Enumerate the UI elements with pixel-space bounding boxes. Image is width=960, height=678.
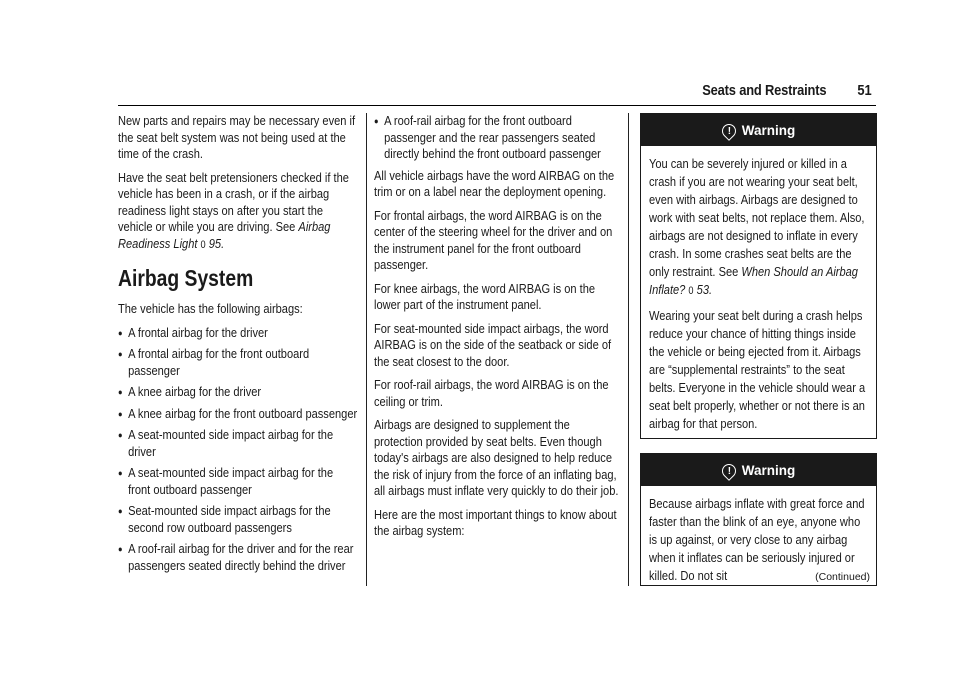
warning-paragraph: Because airbags inflate with great force and faster than the blink of an eye, anyone who is up against, or very close to any airbag when it inflates can be seriously injured or killed. Do not sit	[649, 496, 865, 583]
column-divider	[366, 113, 367, 586]
left-column	[118, 113, 358, 579]
list-item: ● A frontal airbag for the front outboard passenger	[118, 346, 358, 379]
list-item: ● A knee airbag for the front outboard passenger	[118, 406, 358, 423]
middle-column	[374, 113, 619, 547]
section-heading: Airbag System	[118, 265, 254, 291]
warning-box	[640, 453, 877, 586]
paragraph	[118, 170, 358, 254]
warning-body	[641, 146, 876, 448]
cross-reference-page[interactable]: 53.	[696, 282, 713, 297]
list-intro: The vehicle has the following airbags:	[118, 301, 303, 316]
section-title: Seats and Restraints	[701, 82, 826, 99]
header-rule	[118, 105, 876, 106]
paragraph: All vehicle airbags have the word AIRBAG on the trim or on a label near the deployment opening.	[374, 167, 615, 199]
page-header	[118, 82, 876, 106]
warning-paragraph: Wearing your seat belt during a crash helps reduce your chance of hitting things inside the vehicle or being ejected from it. Airbags are “supplemental restraints” to the seat belts. Everyone in the vehicle should wear a seat belt properly, whether or not there is an airbag for that person.	[649, 308, 866, 431]
paragraph: For roof-rail airbags, the word AIRBAG is on the ceiling or trim.	[374, 377, 609, 409]
see-prefix: See	[275, 219, 296, 234]
warning-header	[641, 454, 876, 486]
column-divider	[628, 113, 629, 586]
list-item: ● A knee airbag for the driver	[118, 384, 358, 401]
list-item: ● A seat-mounted side impact airbag for the front outboard passenger	[118, 465, 358, 498]
warning-paragraph	[649, 155, 868, 300]
paragraph-text: Have the seat belt pretensioners checked if the vehicle has been in a crash, or if the airbag readiness light stays on after you start the vehicle or while you are driving.	[118, 169, 349, 234]
list-item: ● A roof-rail airbag for the driver and for the rear passengers seated directly behind the driver	[118, 541, 358, 574]
warning-text: You can be severely injured or killed in a crash if you are not wearing your seat belt, even with airbags. Airbags are designed to work with seat belts, not replace them. Also, airbags are not designed to inflate in every crash. In some crashes seat belts are the only restraint. See	[649, 156, 865, 279]
paragraph: For seat-mounted side impact airbags, the word AIRBAG is on the side of the seatback or side of the seat closest to the door.	[374, 320, 612, 369]
cross-reference-link[interactable]: When Should an Airbag Inflate?	[649, 264, 858, 297]
cross-reference-page[interactable]: 95.	[208, 235, 225, 251]
warning-icon: !	[719, 122, 739, 142]
paragraph: New parts and repairs may be necessary even if the seat belt system was not being used at the time of the crash.	[118, 113, 356, 161]
warning-header	[641, 114, 876, 146]
continued-label: (Continued)	[815, 571, 870, 583]
list-item: ● Seat-mounted side impact airbags for the second row outboard passengers	[118, 503, 358, 536]
airbag-list-continued	[374, 113, 619, 163]
list-item: ● A roof-rail airbag for the front outboard passenger and the rear passengers seated directly behind the front outboard passenger	[374, 113, 619, 163]
paragraph: For frontal airbags, the word AIRBAG is on the center of the steering wheel for the driver and on the instrument panel for the front outboard passenger.	[374, 207, 613, 272]
page-arrow-icon: 0	[200, 238, 206, 251]
page-arrow-icon: 0	[688, 285, 694, 297]
paragraph: Here are the most important things to know about the airbag system:	[374, 506, 617, 538]
airbag-list	[118, 325, 358, 575]
list-item: ● A seat-mounted side impact airbag for the driver	[118, 427, 358, 460]
warning-title: Warning	[741, 463, 796, 478]
page-number: 51	[857, 82, 872, 99]
paragraph: Airbags are designed to supplement the protection provided by seat belts. Even though today's airbags are also designed to help reduce the risk of injury from the force of an inflating bag, all airbags must inflate very quickly to do their job.	[374, 417, 619, 498]
warning-box	[640, 113, 877, 439]
warning-icon: !	[719, 462, 739, 482]
warning-title: Warning	[741, 123, 796, 138]
paragraph: For knee airbags, the word AIRBAG is on the lower part of the instrument panel.	[374, 280, 596, 312]
list-item: ● A frontal airbag for the driver	[118, 325, 358, 342]
cross-reference-link[interactable]: Airbag Readiness Light	[118, 219, 331, 251]
